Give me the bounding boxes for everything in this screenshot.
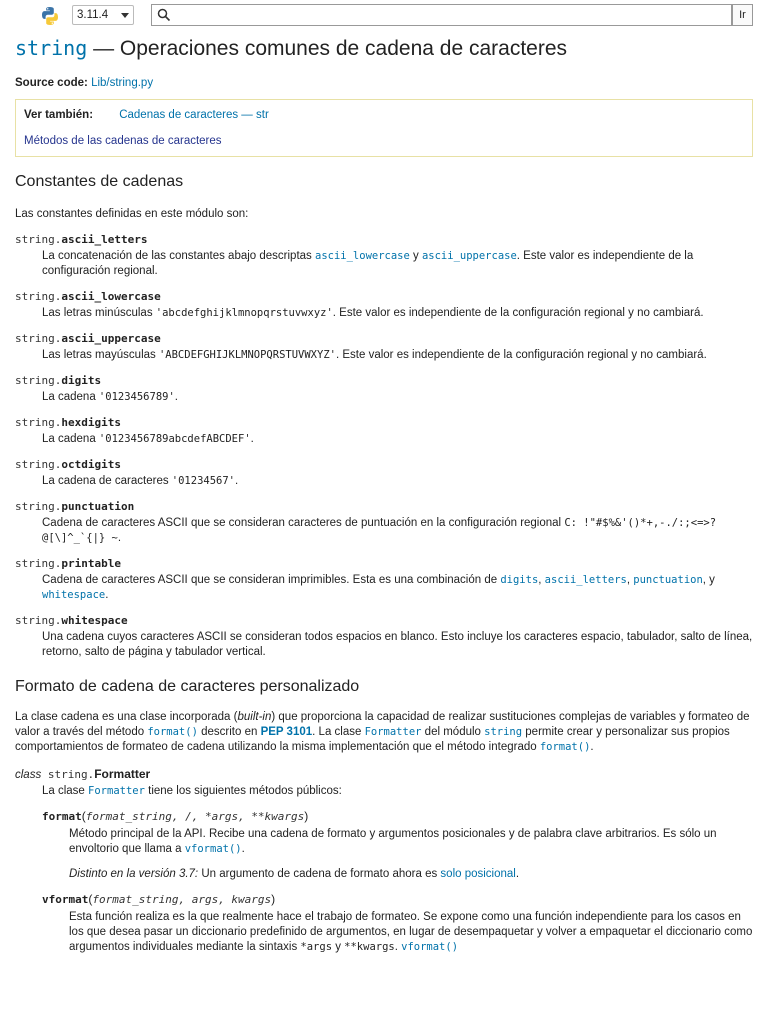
constant-description xyxy=(42,432,753,447)
constant-name: octdigits xyxy=(61,458,121,471)
link-string-module[interactable]: string xyxy=(484,726,523,738)
constant-signature xyxy=(15,289,753,305)
python-logo-icon[interactable] xyxy=(40,6,60,26)
code-literal: **kwargs xyxy=(344,941,395,953)
code-literal: 'abcdefghijklmnopqrstuvwxyz' xyxy=(155,307,333,319)
module-prefix: string. xyxy=(15,557,62,570)
link-ascii-letters[interactable]: ascii_letters xyxy=(544,574,627,586)
text: y xyxy=(409,250,422,262)
method-entry-format xyxy=(42,809,753,882)
constant-signature xyxy=(15,415,753,431)
paren-close: ) xyxy=(304,809,309,823)
search-input[interactable] xyxy=(151,4,732,26)
module-prefix: string. xyxy=(15,332,62,345)
constant-entry-printable xyxy=(15,556,753,603)
text: Un argumento de cadena de formato ahora es xyxy=(198,868,441,880)
text: . xyxy=(394,941,402,953)
text: del módulo xyxy=(421,726,485,738)
constant-entry-hexdigits xyxy=(15,415,753,447)
constant-name: digits xyxy=(61,374,102,387)
module-prefix: string. xyxy=(15,416,62,429)
class-signature xyxy=(15,767,753,783)
text: . xyxy=(235,475,239,487)
version-select[interactable] xyxy=(72,5,134,25)
constants-intro: Las constantes definidas en este módulo son: xyxy=(15,208,249,220)
link-vformat[interactable]: vformat() xyxy=(184,843,242,855)
text: . xyxy=(241,843,245,855)
text: Cadena de caracteres ASCII que se consideran caracteres de puntuación en la configuración regional xyxy=(42,517,565,529)
class-name: Formatter xyxy=(94,767,151,781)
code-literal: 'ABCDEFGHIJKLMNOPQRSTUVWXYZ' xyxy=(158,349,336,361)
module-prefix: string. xyxy=(15,500,62,513)
constant-description xyxy=(42,306,753,321)
constant-name: whitespace xyxy=(61,614,128,627)
code-literal: *args xyxy=(300,941,333,953)
constant-entry-ascii-uppercase xyxy=(15,331,753,363)
text: permite crear y personalizar sus propios comportamientos de formateo de cadena utilizando la misma implementación que el método integrado xyxy=(15,726,730,753)
constant-entry-whitespace xyxy=(15,613,753,660)
link-whitespace[interactable]: whitespace xyxy=(42,589,106,601)
constant-signature xyxy=(15,232,753,248)
see-also-box xyxy=(15,99,753,157)
method-name: vformat xyxy=(42,893,89,906)
constant-entry-ascii-letters xyxy=(15,232,753,279)
link-digits[interactable]: digits xyxy=(500,574,539,586)
class-entry-formatter xyxy=(15,767,753,955)
see-also-link-methods[interactable]: Métodos de las cadenas de caracteres xyxy=(24,135,222,147)
constant-name: ascii_uppercase xyxy=(61,332,161,345)
text: tiene los siguientes métodos públicos: xyxy=(144,785,342,797)
source-code-label: Source code: xyxy=(15,77,88,89)
text: Esta función realiza es la que realmente hace el trabajo de formateo. Se expone como una función independiente para los casos en los que desea pasar un diccionario predefinido de argumentos, en lugar de desempaquetar y volver a empaquetar el diccionario como argumentos individuales mediante la sintaxis xyxy=(69,911,753,953)
source-code-line xyxy=(15,77,753,89)
search-icon xyxy=(157,8,171,22)
paren-close: ) xyxy=(271,892,276,906)
constant-signature xyxy=(15,613,753,629)
constant-name: ascii_lowercase xyxy=(61,290,161,303)
section-heading-formatter: Formato de cadena de caracteres personalizado xyxy=(15,678,360,695)
text: . Este valor es independiente de la configuración regional y no cambiará. xyxy=(335,349,707,361)
text: . xyxy=(117,532,122,544)
constant-description xyxy=(42,348,753,363)
text: La cadena xyxy=(42,391,99,403)
constant-description xyxy=(42,249,753,279)
text: La clase cadena es una clase incorporada ( xyxy=(15,711,238,723)
constant-signature xyxy=(15,373,753,389)
text: La concatenación de las constantes abajo descriptas xyxy=(42,250,315,262)
page-title-module[interactable]: string xyxy=(15,36,88,60)
section-heading-constants: Constantes de cadenas xyxy=(15,173,184,190)
see-also-link-str[interactable]: Cadenas de caracteres — str xyxy=(119,109,269,121)
text: . xyxy=(105,589,109,601)
module-prefix: string. xyxy=(15,233,62,246)
text: . xyxy=(174,391,178,403)
text: . La clase xyxy=(312,726,365,738)
code-literal: '0123456789abcdefABCDEF' xyxy=(98,433,251,445)
formatter-intro-paragraph xyxy=(15,710,753,755)
constant-entry-punctuation xyxy=(15,499,753,546)
text: Las letras minúsculas xyxy=(42,307,156,319)
link-formatter[interactable]: Formatter xyxy=(364,726,422,738)
link-format[interactable]: format() xyxy=(147,726,198,738)
method-description xyxy=(69,827,753,857)
text-italic: built-in xyxy=(237,711,272,723)
link-vformat-2[interactable]: vformat() xyxy=(401,941,459,953)
text: descrito en xyxy=(197,726,261,738)
constant-description xyxy=(42,390,753,405)
main-content xyxy=(15,34,753,955)
constant-description xyxy=(42,474,753,489)
text: , y xyxy=(702,574,715,586)
module-prefix: string. xyxy=(15,290,62,303)
method-args: format_string, /, *args, **kwargs xyxy=(85,810,305,823)
paren-open: ( xyxy=(81,809,86,823)
module-prefix: string. xyxy=(41,768,95,781)
constant-signature xyxy=(15,331,753,347)
version-changed-note xyxy=(69,867,753,882)
search-go-button[interactable]: Ir xyxy=(732,4,753,26)
text: . Este valor es independiente de la configuración regional. xyxy=(42,250,694,277)
constant-signature xyxy=(15,457,753,473)
text: . Este valor es independiente de la configuración regional y no cambiará. xyxy=(332,307,704,319)
constant-description: Una cadena cuyos caracteres ASCII se consideran todos espacios en blanco. Esto incluye los caracteres espacio, tabulador, salto de línea, retorno, salto de página y tabulador vertical. xyxy=(42,631,753,658)
link-format-builtin[interactable]: format() xyxy=(539,741,591,753)
code-literal: C: !"#$%&'()*+,-./:;<=>?@[\]^_`{|} ~ xyxy=(42,517,717,544)
see-also-label: Ver también: xyxy=(24,109,94,121)
link-ascii-uppercase[interactable]: ascii_uppercase xyxy=(421,250,517,262)
text: La cadena xyxy=(42,433,99,445)
chevron-down-icon xyxy=(121,13,129,18)
constant-entry-octdigits xyxy=(15,457,753,489)
code-literal: '0123456789' xyxy=(98,391,175,403)
text: y xyxy=(332,941,345,953)
constant-name: punctuation xyxy=(61,500,135,513)
page-title xyxy=(15,34,753,63)
method-entry-vformat xyxy=(42,892,753,955)
link-pep-3101[interactable]: PEP 3101 xyxy=(260,726,313,738)
text: , xyxy=(626,574,634,586)
link-formatter-class[interactable]: Formatter xyxy=(88,785,145,797)
link-punctuation[interactable]: punctuation xyxy=(633,574,703,586)
constant-description xyxy=(42,573,753,603)
method-description xyxy=(69,910,753,955)
text: . xyxy=(250,433,254,445)
text: ) que proporciona la capacidad de realizar sustituciones complejas de variables y formateo de valor a través del método xyxy=(15,711,750,738)
constant-signature xyxy=(15,556,753,572)
text: La clase xyxy=(42,785,89,797)
code-literal: '01234567' xyxy=(171,475,235,487)
link-positional-only[interactable]: solo posicional xyxy=(440,868,516,880)
method-name: format xyxy=(42,810,82,823)
link-ascii-lowercase[interactable]: ascii_lowercase xyxy=(315,250,410,262)
module-prefix: string. xyxy=(15,614,62,627)
class-description xyxy=(42,784,753,799)
source-code-link[interactable]: Lib/string.py xyxy=(91,77,154,89)
top-navigation-bar xyxy=(0,0,768,32)
constant-name: printable xyxy=(61,557,121,570)
page-title-text: — Operaciones comunes de cadena de caracteres xyxy=(87,37,568,60)
constant-signature xyxy=(15,499,753,515)
class-keyword: class xyxy=(15,769,42,781)
constant-description xyxy=(42,516,753,546)
paren-open: ( xyxy=(88,892,93,906)
text: Método principal de la API. Recibe una cadena de formato y argumentos posicionales y de palabra clave arbitrarios. Es sólo un envoltorio que llama a xyxy=(69,828,717,855)
text: Las letras mayúsculas xyxy=(42,349,159,361)
method-args: format_string, args, kwargs xyxy=(92,893,272,906)
text: . xyxy=(590,741,594,753)
text: . xyxy=(515,868,520,880)
constant-name: hexdigits xyxy=(61,416,121,429)
text: La cadena de caracteres xyxy=(42,475,172,487)
text: Cadena de caracteres ASCII que se consideran imprimibles. Esta es una combinación de xyxy=(42,574,501,586)
module-prefix: string. xyxy=(15,374,62,387)
constant-name: ascii_letters xyxy=(61,233,148,246)
module-prefix: string. xyxy=(15,458,62,471)
version-value: 3.11.4 xyxy=(77,9,109,21)
constant-entry-digits xyxy=(15,373,753,405)
method-signature xyxy=(42,892,753,908)
text: , xyxy=(538,574,545,586)
constant-entry-ascii-lowercase xyxy=(15,289,753,321)
version-changed-label: Distinto en la versión 3.7: xyxy=(69,868,199,880)
method-signature xyxy=(42,809,753,825)
